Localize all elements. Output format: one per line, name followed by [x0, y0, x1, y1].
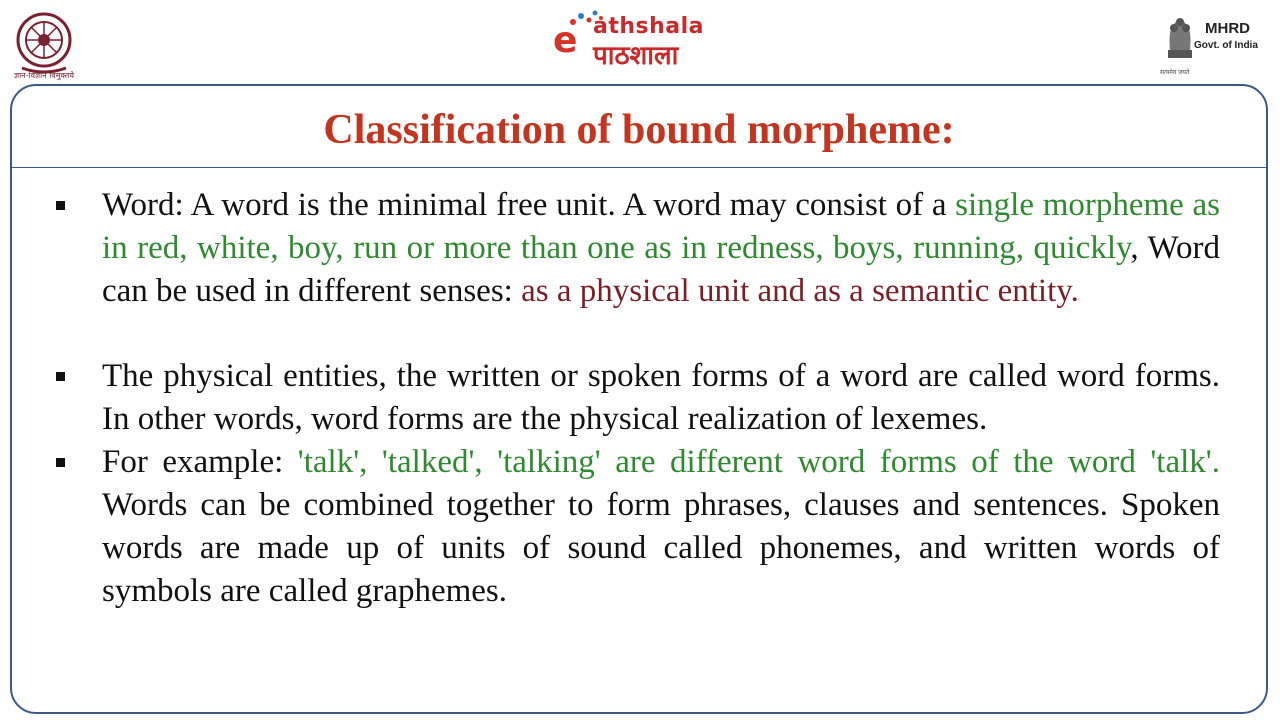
brand-latin-text: athshala [593, 14, 705, 39]
university-motto: ज्ञान-विज्ञान विमुक्तये [13, 71, 75, 80]
highlight-senses: as a physical unit and as a semantic entity. [521, 273, 1079, 309]
bullet-text: Words can be combined together to form phrases, clauses and sentences. Spoken words are made up of units of sound called phonemes, and written words of symbols are called graphemes. [102, 487, 1220, 609]
bullet-marker-icon [56, 201, 65, 210]
bullet-item [52, 184, 1220, 313]
ministry-subtitle: Govt. of India [1194, 40, 1258, 51]
title-bar [12, 86, 1266, 168]
bullet-marker-icon [56, 372, 65, 381]
slide-title: Classification of bound morpheme: [323, 107, 955, 153]
bullet-text: , Word can be used in different senses: [102, 230, 1220, 309]
bullet-list [52, 184, 1220, 613]
highlight-examples: single morpheme as in red, white, boy, run or more than one as in redness, boys, running, quickly [102, 187, 1220, 266]
brand-e-glyph: e [553, 20, 578, 61]
bullet-marker-icon [56, 458, 65, 467]
bullet-item [52, 441, 1220, 613]
bullet-text: For example: [102, 444, 298, 480]
bullet-text: The physical entities, the written or spoken forms of a word are called word forms. In other words, word forms are the physical realization of lexemes. [102, 358, 1220, 437]
ministry-title: MHRD [1205, 20, 1250, 37]
bullet-item [52, 355, 1220, 441]
slide-frame [10, 84, 1268, 714]
header [0, 0, 1280, 84]
bullet-text: Word: A word is the minimal free unit. A word may consist of a [102, 187, 956, 223]
emblem-motto: सत्यमेव जयते [1160, 69, 1190, 76]
brand-hindi-text: पाठशाला [593, 41, 679, 71]
epathshala-logo [553, 6, 753, 72]
highlight-example-forms: 'talk', 'talked', 'talking' are different word forms of the word 'talk'. [297, 444, 1220, 480]
spacer [52, 313, 1220, 355]
